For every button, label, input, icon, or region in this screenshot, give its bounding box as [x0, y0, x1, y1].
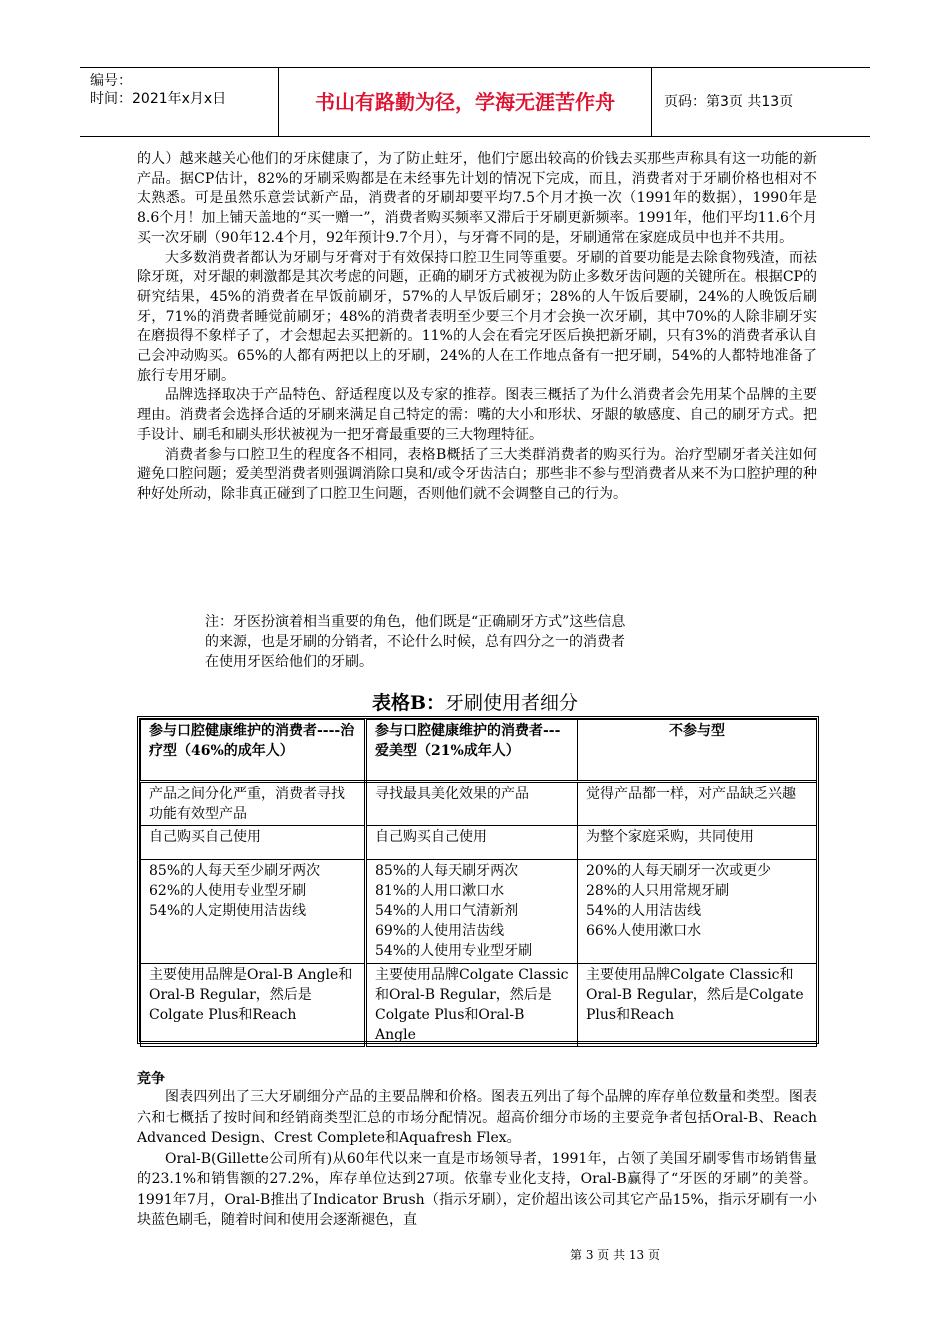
document-number-label: 编号：: [90, 73, 132, 89]
table-header-cell: 参与口腔健康维护的消费者---爱美型（21%成年人）: [366, 720, 578, 782]
page-footer: 第 3 页 共 13 页: [570, 1248, 660, 1262]
table-cell: [366, 860, 578, 964]
table-header-cell: 不参与型: [578, 720, 817, 782]
paragraph: 图表四列出了三大牙刷细分产品的主要品牌和价格。图表五列出了每个品牌的库存单位数量和类型。图表六和七概括了按时间和经销商类型汇总的市场分配情况。超高价细分市场的主要竞争者包括Oral-B、Reach Advanced Design、Crest Complete和Aquafresh Flex。: [137, 1089, 817, 1146]
table-header-row: [141, 720, 817, 782]
paragraph: 消费者参与口腔卫生的程度各不相同，表格B概括了三大类群消费者的购买行为。治疗型刷牙者关注如何避免口腔问题；爱美型消费者则强调消除口臭和/或令牙齿洁白；那些非不参与型消费者从来不为口腔护理的种种好处所动，除非真正碰到了口腔卫生问题，否则他们就不会调整自己的行为。: [137, 446, 817, 502]
paragraph: 品牌选择取决于产品特色、舒适程度以及专家的推荐。图表三概括了为什么消费者会先用某个品牌的主要理由。消费者会选择合适的牙刷来满足自己特定的需：嘴的大小和形状、牙龈的敏感度、自己的刷牙方式。把手设计、刷毛和刷头形状被视为一把牙膏最重要的三大物理特征。: [137, 387, 817, 443]
segmentation-table: [137, 716, 819, 1044]
cell-line: 62%的人使用专业型牙刷: [149, 883, 307, 899]
cell-line: 20%的人每天刷牙一次或更少: [586, 863, 772, 879]
table-cell: 产品之间分化严重，消费者寻找功能有效型产品: [141, 782, 366, 826]
cell-line: 81%的人用口漱口水: [375, 883, 505, 899]
document-date-label: 时间：2021年x月x日: [90, 91, 227, 107]
table-row: [141, 826, 817, 860]
table-row: [141, 964, 817, 1047]
paragraph: 大多数消费者都认为牙刷与牙膏对于有效保持口腔卫生同等重要。牙刷的首要功能是去除食物残渣，而祛除牙斑，对牙龈的刺激都是其次考虑的问题，正确的刷牙方式被视为防止多数牙齿问题的关键所在。根据CP的研究结果，45%的消费者在早饭前刷牙，57%的人早饭后刷牙；28%的人午饭后要刷，24%的人晚饭后刷牙，71%的消费者睡觉前刷牙；48%的消费者表明至少要三个月才会换一次牙刷，其中70%的人除非刷牙实在磨损得不象样子了，才会想起去买把新的。11%的人会在看完牙医后换把新牙刷，只有3%的消费者承认自己会冲动购买。65%的人都有两把以上的牙刷，24%的人在工作地点备有一把牙刷，54%的人都特地准备了旅行专用牙刷。: [137, 249, 817, 384]
cell-line: 28%的人只用常规牙刷: [586, 883, 730, 899]
cell-line: 69%的人使用洁齿线: [375, 923, 505, 939]
paragraph: Oral-B(Gillette公司所有)从60年代以来一直是市场领导者，1991年，占领了美国牙刷零售市场销售量的23.1%和销售额的27.2%，库存单位达到27项。依靠专业化支持，Oral-B赢得了“牙医的牙刷”的美誉。1991年7月，Oral-B推出了Indicator Brush（指示牙刷），定价超出该公司其它产品15%，指示牙刷有一小块蓝色刷毛，随着时间和使用会逐渐褪色，直: [137, 1150, 817, 1228]
header-page-number: 页码：第3页 共13页: [664, 94, 794, 110]
table-title-label: 表格B：: [371, 692, 446, 714]
table-title: [0, 690, 950, 716]
note-line: 的来源，也是牙刷的分销者，不论什么时候，总有四分之一的消费者: [205, 634, 625, 650]
cell-line: 66%人使用漱口水: [586, 923, 702, 939]
table-cell: 觉得产品都一样，对产品缺乏兴趣: [578, 782, 817, 826]
dentist-note: [205, 612, 735, 672]
cell-line: 85%的人每天至少刷牙两次: [149, 863, 321, 879]
table-cell: [141, 860, 366, 964]
table-cell: 主要使用品牌Colgate Classic和Oral-B Regular，然后是Colgate Plus和Reach: [578, 964, 817, 1047]
table-cell: 寻找最具美化效果的产品: [366, 782, 578, 826]
paragraph: 的人）越来越关心他们的牙床健康了，为了防止蛀牙，他们宁愿出较高的价钱去买那些声称具有这一功能的新产品。据CP估计，82%的牙刷采购都是在未经事先计划的情况下完成，而且，消费者对于牙刷价格也相对不太熟悉。可是虽然乐意尝试新产品，消费者的牙刷却要平均7.5个月才换一次（1991年的数据），1990年是8.6个月！加上铺天盖地的“买一赠一”，消费者购买频率又滞后于牙刷更新频率。1991年，他们平均11.6个月买一次牙刷（90年12.4个月，92年预计9.7个月），与牙膏不同的是，牙刷通常在家庭成员中也并不共用。: [137, 151, 817, 246]
cell-line: 54%的人使用专业型牙刷: [375, 943, 533, 959]
competition-text: [137, 1087, 817, 1231]
table-cell: 主要使用品牌Colgate Classic和Oral-B Regular，然后是Colgate Plus和Oral-B Angle: [366, 964, 578, 1047]
table-cell: 为整个家庭采购，共同使用: [578, 826, 817, 860]
table-cell: 自己购买自己使用: [141, 826, 366, 860]
cell-line: 54%的人用口气清新剂: [375, 903, 519, 919]
table-row: [141, 860, 817, 964]
note-line: 在使用牙医给他们的牙刷。: [205, 654, 373, 670]
cell-line: 54%的人定期使用洁齿线: [149, 903, 307, 919]
header-meta: [80, 68, 279, 136]
cell-line: 85%的人每天刷牙两次: [375, 863, 519, 879]
table-cell: [578, 860, 817, 964]
cell-line: 54%的人用洁齿线: [586, 903, 702, 919]
table-cell: 主要使用品牌是Oral-B Angle和 Oral-B Regular，然后是Colgate Plus和Reach: [141, 964, 366, 1047]
table-header-cell: 参与口腔健康维护的消费者----治疗型（46%的成年人）: [141, 720, 366, 782]
header-motto: 书山有路勤为径，学海无涯苦作舟: [279, 68, 652, 136]
table-row: [141, 782, 817, 826]
page-header: [80, 67, 870, 137]
body-text: [137, 150, 817, 505]
note-line: 注：牙医扮演着相当重要的角色，他们既是“正确刷牙方式”这些信息: [205, 614, 626, 630]
table-cell: 自己购买自己使用: [366, 826, 578, 860]
section-heading: 竞争: [137, 1071, 165, 1087]
table-title-text: 牙刷使用者细分: [445, 692, 579, 714]
